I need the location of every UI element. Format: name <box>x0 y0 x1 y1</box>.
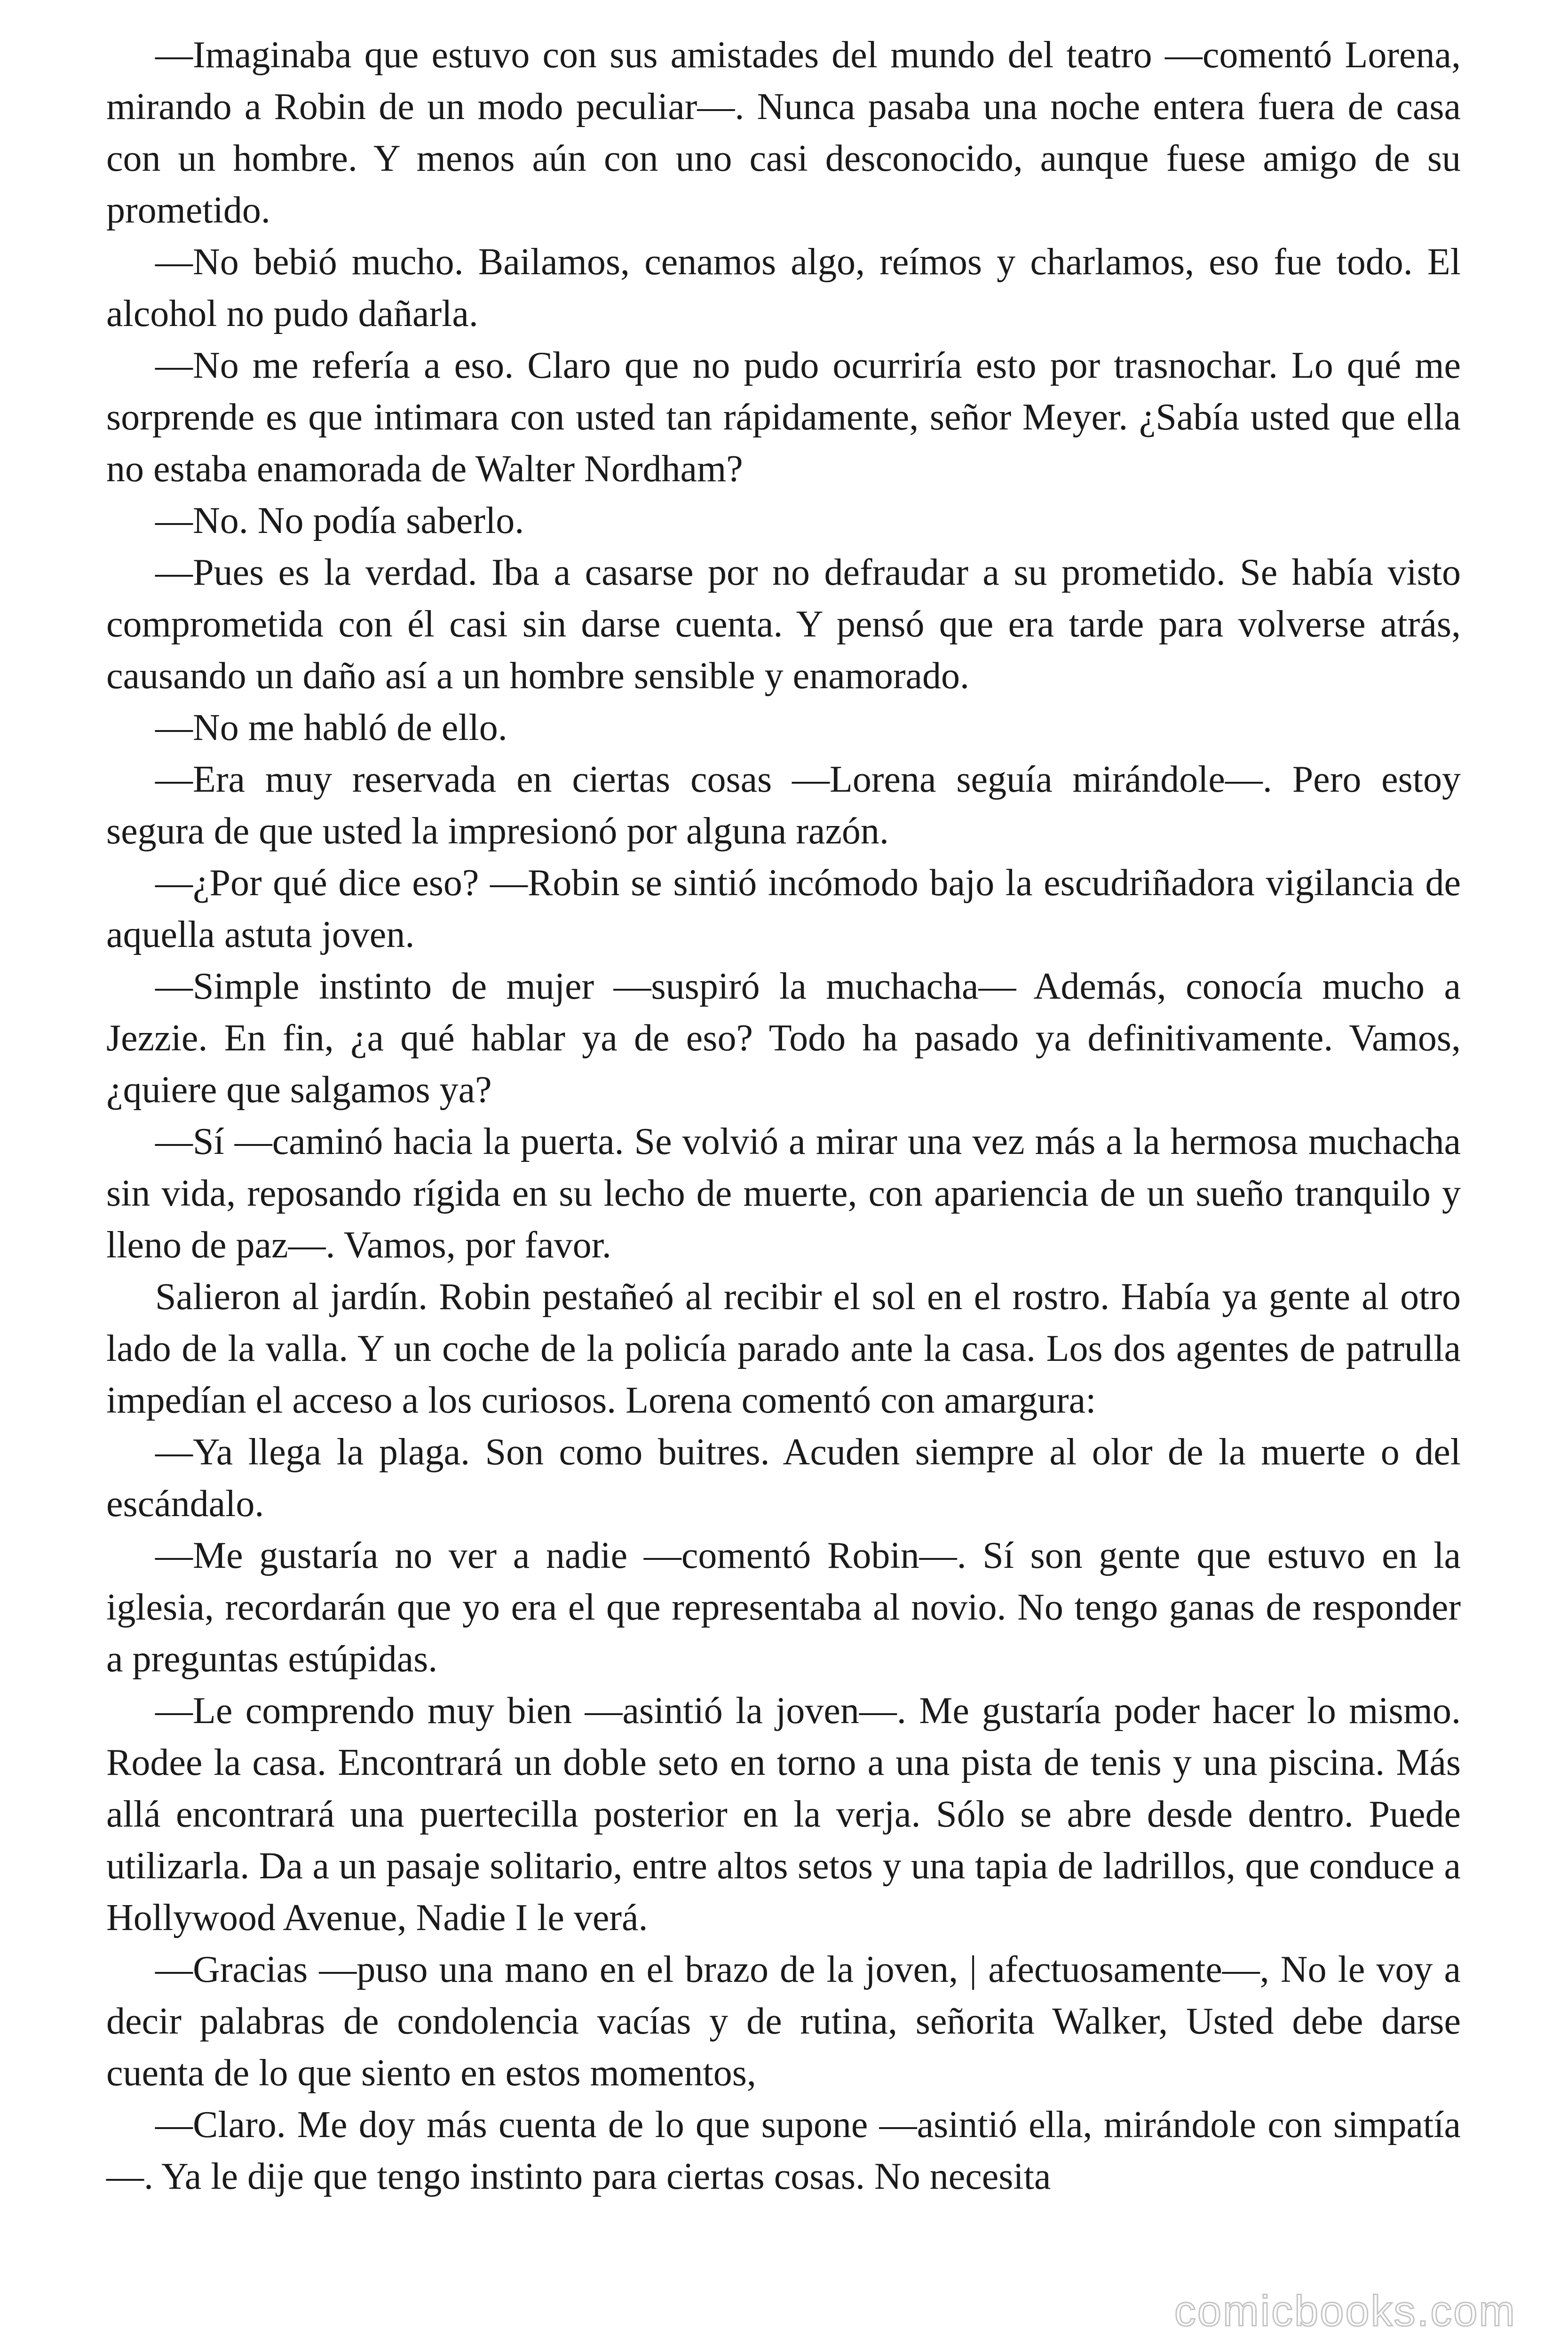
watermark: comicbooks.com <box>1174 2287 1516 2335</box>
paragraph: —No. No podía saberlo. <box>155 500 524 541</box>
paragraph: —Era muy reservada en ciertas cosas —Lorena seguía mirándole—. Pero estoy segura de que usted la impresionó por alguna razón. <box>106 759 1461 852</box>
paragraph: —Ya llega la plaga. Son como buitres. Acuden siempre al olor de la muerte o del escándalo. <box>106 1431 1461 1525</box>
paragraph: —Claro. Me doy más cuenta de lo que supone —asintió ella, mirándole con simpatía—. Ya le dije que tengo instinto para ciertas cosas. No necesita <box>106 2104 1461 2197</box>
paragraph: —Sí —caminó hacia la puerta. Se volvió a mirar una vez más a la hermosa muchacha sin vida, reposando rígida en su lecho de muerte, con apariencia de un sueño tranquilo y lleno de paz—. Vamos, por favor. <box>106 1121 1461 1266</box>
paragraph: —Pues es la verdad. Iba a casarse por no defraudar a su prometido. Se había visto comprometida con él casi sin darse cuenta. Y pensó que era tarde para volverse atrás, causando un daño así a un hombre sensible y enamorado. <box>106 552 1461 697</box>
paragraph: —Imaginaba que estuvo con sus amistades del mundo del teatro —comentó Lorena, mirando a Robin de un modo peculiar—. Nunca pasaba una noche entera fuera de casa con un hombre. Y menos aún con uno casi desconocido, aunque fuese amigo de su prometido. <box>106 34 1461 231</box>
paragraph: —No me refería a eso. Claro que no pudo ocurriría esto por trasnochar. Lo qué me sorprende es que intimara con usted tan rápidamente, señor Meyer. ¿Sabía usted que ella no estaba enamorada de Walter Nordham? <box>106 345 1461 490</box>
paragraph: —No me habló de ello. <box>155 707 507 748</box>
paragraph: —¿Por qué dice eso? —Robin se sintió incómodo bajo la escudriñadora vigilancia de aquella astuta joven. <box>106 862 1461 955</box>
paragraph: —Simple instinto de mujer —suspiró la muchacha— Además, conocía mucho a Jezzie. En fin, ¿a qué hablar ya de eso? Todo ha pasado ya definitivamente. Vamos, ¿quiere que salgamos ya? <box>106 966 1461 1111</box>
paragraph: Salieron al jardín. Robin pestañeó al recibir el sol en el rostro. Había ya gente al otro lado de la valla. Y un coche de la policía parado ante la casa. Los dos agentes de patrulla impedían el acceso a los curiosos. Lorena comentó con amargura: <box>106 1276 1461 1421</box>
paragraph: —No bebió mucho. Bailamos, cenamos algo, reímos y charlamos, eso fue todo. El alcohol no pudo dañarla. <box>106 241 1461 334</box>
page-body <box>106 29 1461 2202</box>
paragraph: —Le comprendo muy bien —asintió la joven—. Me gustaría poder hacer lo mismo. Rodee la casa. Encontrará un doble seto en torno a una pista de tenis y una piscina. Más allá encontrará una puertecilla posterior en la verja. Sólo se abre desde dentro. Puede utilizarla. Da a un pasaje solitario, entre altos setos y una tapia de ladrillos, que conduce a Hollywood Avenue, Nadie I le verá. <box>106 1690 1461 1939</box>
paragraph: —Gracias —puso una mano en el brazo de la joven, | afectuosamente—, No le voy a decir palabras de condolencia vacías y de rutina, señorita Walker, Usted debe darse cuenta de lo que siento en estos momentos, <box>106 1949 1461 2094</box>
paragraph: —Me gustaría no ver a nadie —comentó Robin—. Sí son gente que estuvo en la iglesia, recordarán que yo era el que representaba al novio. No tengo ganas de responder a preguntas estúpidas. <box>106 1535 1461 1680</box>
